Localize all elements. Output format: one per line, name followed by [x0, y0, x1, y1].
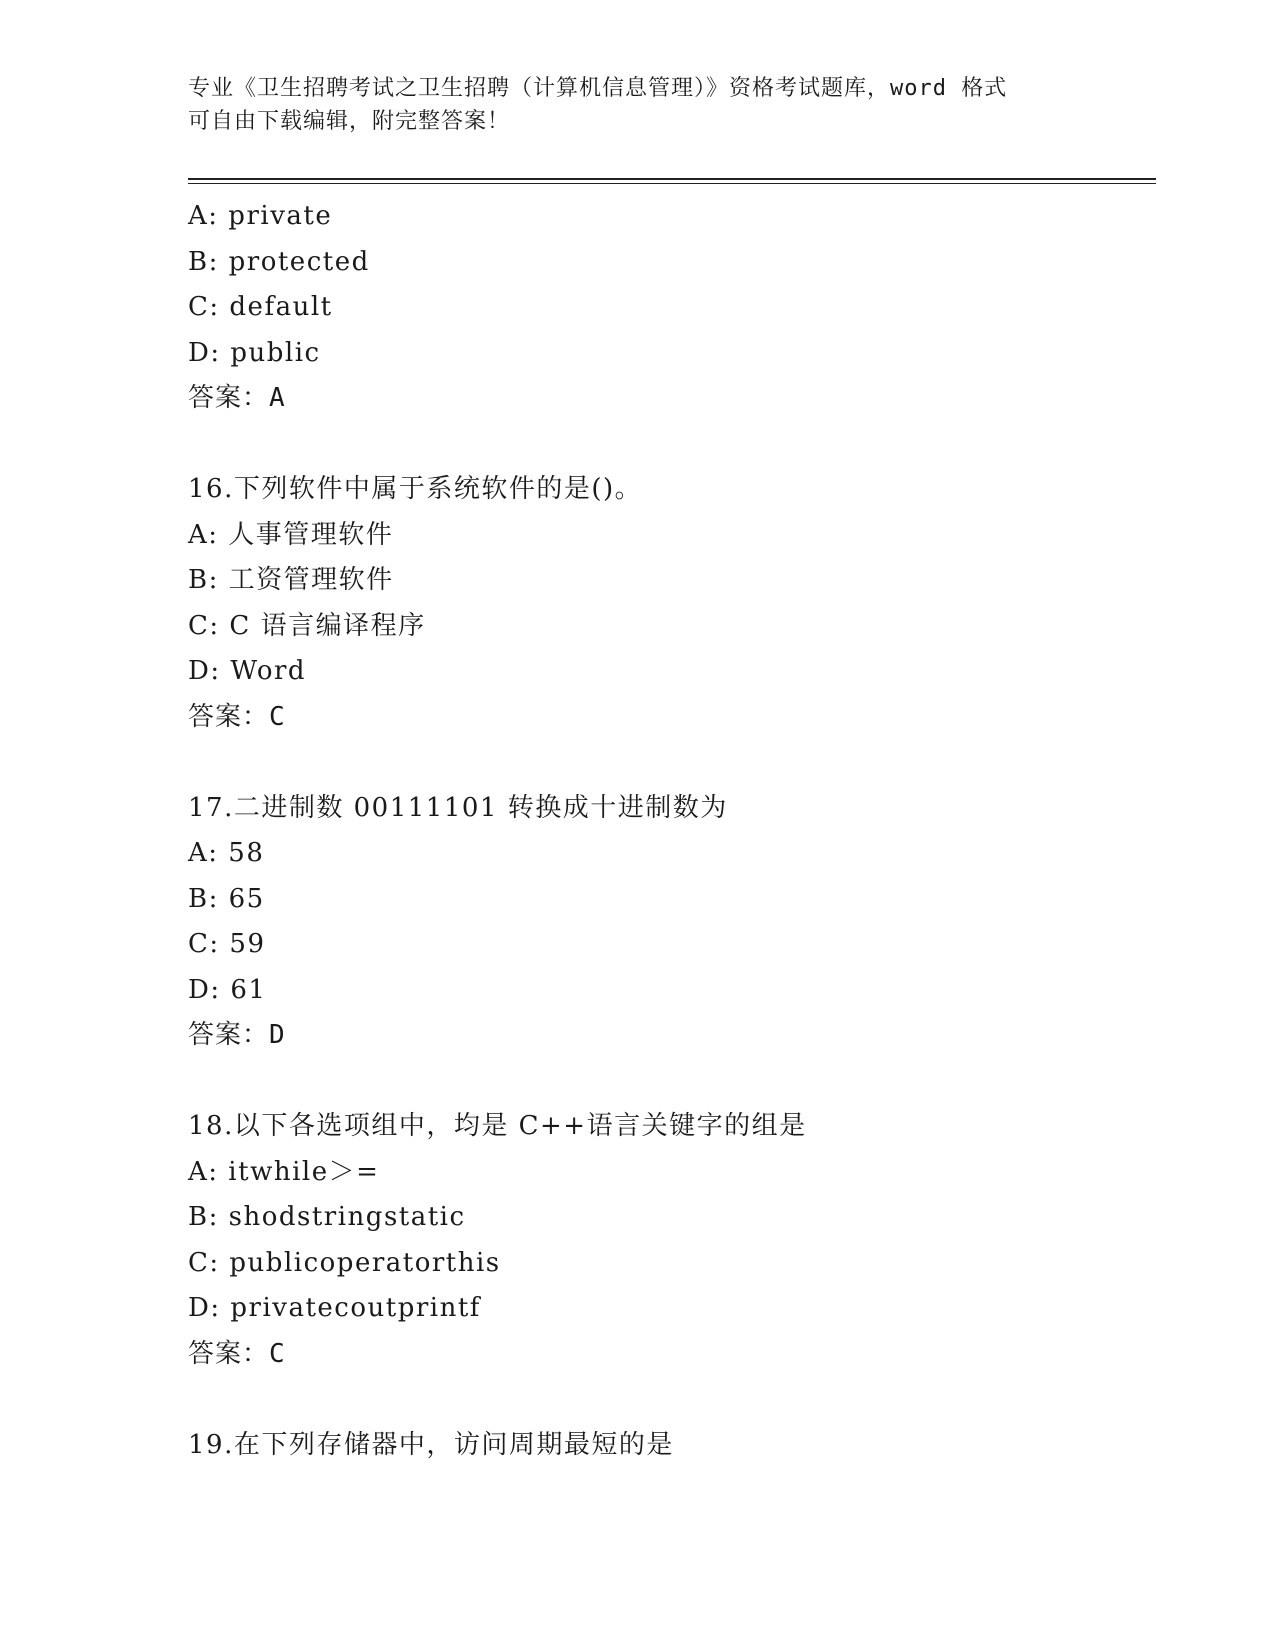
option-c: C: publicoperatorthis: [188, 1247, 501, 1278]
option-b: B: protected: [188, 246, 370, 277]
question-block-18: [188, 1104, 1148, 1377]
option-a: A: 人事管理软件: [188, 519, 394, 550]
document-header: [188, 72, 1088, 138]
option-b: B: 工资管理软件: [188, 565, 394, 595]
answer-line: 答案：A: [188, 383, 286, 413]
option-d: D: Word: [188, 656, 307, 686]
answer-line: 答案：D: [188, 1020, 286, 1050]
spacer: [188, 1059, 1148, 1105]
option-b: B: shodstringstatic: [188, 1202, 466, 1232]
answer-line: 答案：C: [188, 1338, 286, 1369]
option-c: C: default: [188, 292, 333, 322]
spacer: [188, 740, 1148, 786]
option-c: C: 59: [188, 929, 266, 959]
option-d: D: public: [188, 337, 321, 368]
option-a: A: itwhile＞=: [188, 1156, 380, 1187]
option-b: B: 65: [188, 883, 265, 914]
spacer: [188, 422, 1148, 468]
question-text: 16.下列软件中属于系统软件的是()。: [188, 474, 643, 504]
question-block-17: [188, 786, 1148, 1059]
header-divider-thin: [188, 183, 1156, 184]
question-block-19: [188, 1423, 1148, 1469]
question-text: 19.在下列存储器中，访问周期最短的是: [188, 1429, 674, 1460]
question-block-16: [188, 467, 1148, 740]
option-a: A: private: [188, 201, 333, 231]
header-divider-thick: [188, 178, 1156, 180]
question-text: 18.以下各选项组中，均是 C++语言关键字的组是: [188, 1111, 807, 1141]
option-c: C: C 语言编译程序: [188, 610, 426, 641]
header-line-1: 专业《卫生招聘考试之卫生招聘（计算机信息管理）》资格考试题库，word 格式: [188, 76, 1008, 101]
header-line-2: 可自由下载编辑，附完整答案！: [188, 109, 511, 134]
spacer: [188, 1377, 1148, 1423]
question-list: [188, 194, 1148, 1468]
option-d: D: privatecoutprintf: [188, 1293, 481, 1323]
question-text: 17.二进制数 00111101 转换成十进制数为: [188, 792, 728, 823]
answer-line: 答案：C: [188, 701, 286, 732]
question-block-15: [188, 194, 1148, 422]
option-a: A: 58: [188, 838, 265, 868]
option-d: D: 61: [188, 974, 267, 1005]
